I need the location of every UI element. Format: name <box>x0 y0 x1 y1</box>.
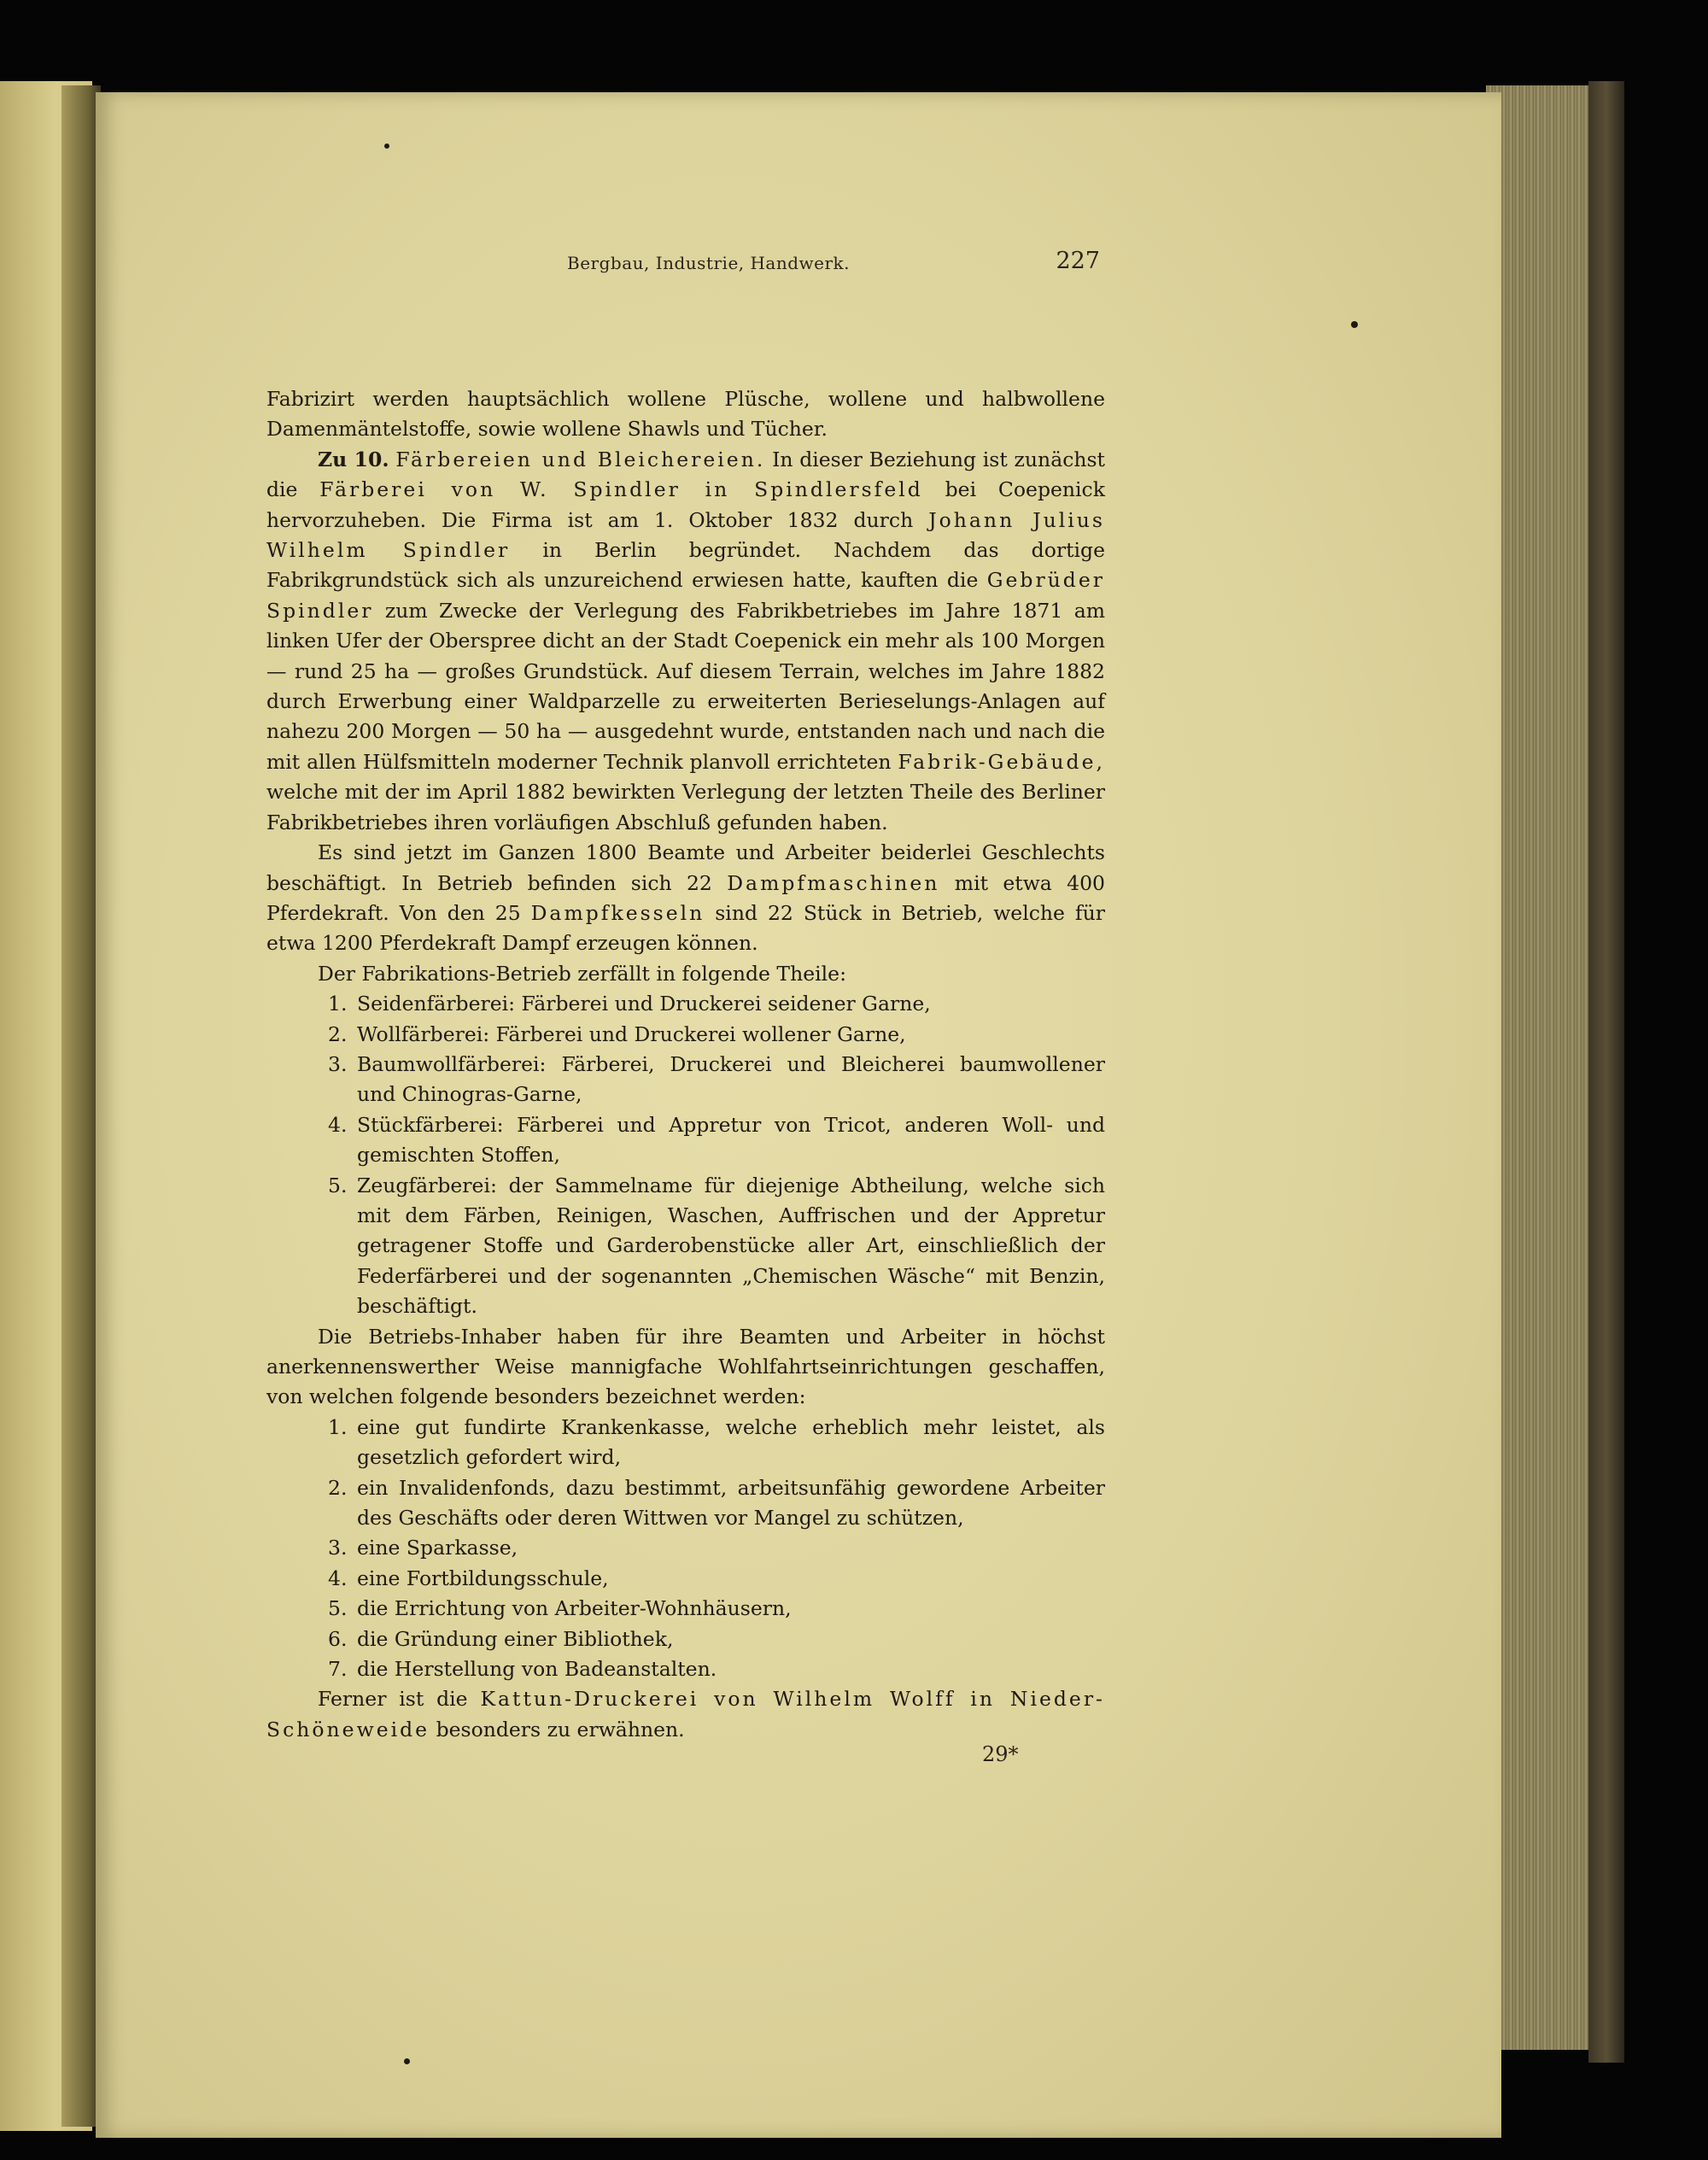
text-segment: bei Coepenick hervorzuheben. Die Firma ist am 1. Oktober 1832 durch <box>266 477 1105 532</box>
list-text: ein Invalidenfonds, dazu bestimmt, arbeitsunfähig gewordene Arbeiter des Geschäfts oder deren Wittwen vor Mangel zu schützen, <box>357 1475 1105 1531</box>
text-segment: mit etwa 400 Pferdekraft. Von den 25 <box>266 870 1105 925</box>
section-heading: Färbereien und Bleichereien. <box>395 447 766 471</box>
list-text: Seidenfärberei: Färberei und Druckerei seidener Garne, <box>357 992 931 1016</box>
page-text <box>266 384 1105 1745</box>
list-number: 2. <box>328 1475 348 1500</box>
book-cover-edge <box>1588 81 1624 2063</box>
founder-name: Johann Julius Wilhelm Spindler <box>266 507 1105 563</box>
list-item <box>266 989 1105 1019</box>
list-item <box>266 1050 1105 1110</box>
list-item <box>266 1624 1105 1654</box>
factory-buildings: Fabrik-Gebäude, <box>898 749 1105 774</box>
brothers-name: Gebrüder Spindler <box>266 568 1105 623</box>
list-text: die Herstellung von Badeanstalten. <box>357 1657 717 1682</box>
list-text: eine Sparkasse, <box>357 1536 518 1560</box>
list-text: Stückfärberei: Färberei und Appretur von Tricot, anderen Woll- und gemischten Stoffen, <box>357 1112 1105 1168</box>
list-number: 4. <box>328 1566 348 1590</box>
list-text: eine gut fundirte Krankenkasse, welche erheblich mehr leistet, als gesetzlich gefordert wird, <box>357 1414 1105 1470</box>
departments-list <box>266 989 1105 1321</box>
paragraph-departments-intro: Der Fabrikations-Betrieb zerfällt in folgende Theile: <box>318 961 846 986</box>
running-head-title: Bergbau, Industrie, Handwerk. <box>567 253 851 273</box>
list-text: eine Fortbildungsschule, <box>357 1566 609 1590</box>
steam-engines: Dampfmaschinen <box>727 870 940 895</box>
firm-name-wolff: Kattun-Druckerei von Wilhelm Wolff in Nieder-Schöneweide <box>266 1687 1105 1741</box>
list-item <box>266 1110 1105 1171</box>
text-segment: Ferner ist die <box>318 1687 468 1712</box>
list-item <box>266 1564 1105 1594</box>
page-stack-edge <box>1486 85 1597 2050</box>
paragraph-workforce <box>266 838 1105 959</box>
list-text: Zeugfärberei: der Sammelname für diejenige Abtheilung, welche sich mit dem Färben, Reinigen, Waschen, Auffrischen und der Appretur getragener Stoffe und Garderobenstücke aller Art, einschließlich der Federfärberei und der sogenannten „Chemischen Wäsche“ mit Benzin, beschäftigt. <box>357 1173 1105 1319</box>
signature-mark: 29* <box>982 1742 1019 1766</box>
list-item <box>266 1654 1105 1684</box>
list-item <box>266 1020 1105 1050</box>
list-number: 2. <box>328 1021 348 1046</box>
list-number: 1. <box>328 992 348 1016</box>
text-segment: zum Zwecke der Verlegung des Fabrikbetriebes im Jahre 1871 am linken Ufer der Oberspree dicht an der Stadt Coepenick ein mehr als 100 Morgen — rund 25 ha — großes Grundstück. Auf diesem Terrain, welches im Jahre 1882 durch Erwerbung einer Waldparzelle zu erweiterten Berieselungs-Anlagen auf nahezu 200 Morgen — 50 ha — ausgedehnt wurde, entstanden nach und nach die mit allen Hülfsmitteln moderner Technik planvoll errichteten <box>266 598 1105 774</box>
paragraph-welfare-intro: Die Betriebs-Inhaber haben für ihre Beamten und Arbeiter in höchst anerkennenswerther Weise mannigfache Wohlfahrtseinrichtungen geschaffen, von welchen folgende besonders bezeichnet werden: <box>266 1324 1105 1409</box>
list-number: 6. <box>328 1626 348 1651</box>
list-item <box>266 1413 1105 1473</box>
steam-boilers: Dampfkesseln <box>530 900 705 925</box>
paper-speck <box>1351 321 1358 328</box>
list-number: 5. <box>328 1596 348 1621</box>
list-item <box>266 1533 1105 1563</box>
welfare-list <box>266 1413 1105 1685</box>
list-number: 3. <box>328 1051 348 1076</box>
running-head <box>468 248 1100 282</box>
paragraph-plush: Fabrizirt werden hauptsächlich wollene Plüsche, wollene und halbwollene Damenmäntelstoffe, sowie wollene Shawls und Tücher. <box>266 387 1105 442</box>
list-item <box>266 1594 1105 1624</box>
paragraph-dyeworks <box>266 445 1105 838</box>
list-number: 7. <box>328 1657 348 1682</box>
paper-speck <box>404 2058 410 2064</box>
text-segment: welche mit der im April 1882 bewirkten Verlegung der letzten Theile des Berliner Fabrikbetriebes ihren vorläufigen Abschluß gefunden haben. <box>266 780 1105 834</box>
list-number: 4. <box>328 1112 348 1137</box>
list-number: 3. <box>328 1536 348 1560</box>
list-text: die Gründung einer Bibliothek, <box>357 1626 674 1651</box>
page-number: 227 <box>1056 248 1100 274</box>
text-segment: in Berlin begründet. Nachdem das dortige Fabrikgrundstück sich als unzureichend erwiesen hatte, kauften die <box>266 538 1105 593</box>
list-item <box>266 1473 1105 1534</box>
section-number: Zu 10. <box>318 447 389 471</box>
paper-speck <box>384 143 389 149</box>
list-text: Baumwollfärberei: Färberei, Druckerei und Bleicherei baumwollener und Chinogras-Garne, <box>357 1051 1105 1107</box>
list-text: Wollfärberei: Färberei und Druckerei wollener Garne, <box>357 1021 906 1046</box>
text-segment: sind 22 Stück in Betrieb, welche für etwa 1200 Pferdekraft Dampf erzeugen können. <box>266 900 1105 956</box>
list-number: 1. <box>328 1414 348 1439</box>
text-segment: besonders zu erwähnen. <box>436 1717 685 1741</box>
paragraph-wolff <box>266 1684 1105 1745</box>
text-segment: Es sind jetzt im Ganzen 1800 Beamte und Arbeiter beiderlei Geschlechts beschäftigt. In Betrieb befinden sich 22 <box>266 840 1105 895</box>
list-text: die Errichtung von Arbeiter-Wohnhäusern, <box>357 1596 792 1621</box>
firm-name-spindler: Färberei von W. Spindler in Spindlersfeld <box>319 477 923 502</box>
text-segment: In dieser Beziehung ist zunächst die <box>266 447 1105 502</box>
list-item <box>266 1171 1105 1322</box>
list-number: 5. <box>328 1173 348 1197</box>
